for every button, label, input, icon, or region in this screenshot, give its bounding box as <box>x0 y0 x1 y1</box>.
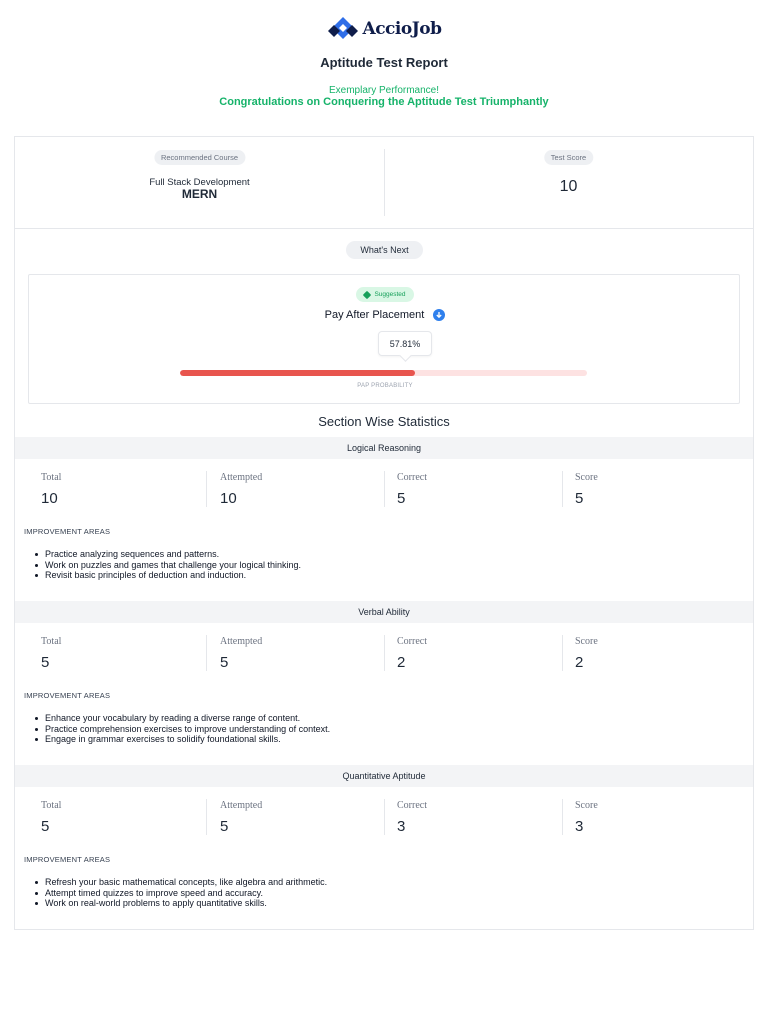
metric-label: Score <box>575 472 598 483</box>
test-score-pill: Test Score <box>544 150 593 165</box>
metric-value: 3 <box>397 818 406 835</box>
metric-divider <box>562 635 563 671</box>
performance-label: Exemplary Performance! <box>328 85 440 96</box>
section-stats-title: Section Wise Statistics <box>318 414 450 429</box>
metric-divider <box>206 635 207 671</box>
metric-label: Attempted <box>220 636 263 647</box>
metric-divider <box>206 799 207 835</box>
metric-value: 10 <box>220 490 237 507</box>
section-metrics <box>15 623 753 693</box>
section-logical-reasoning <box>15 437 753 581</box>
metric-label: Total <box>41 636 62 647</box>
suggested-badge <box>356 287 414 302</box>
recommended-course-pill: Recommended Course <box>154 150 245 165</box>
accio-logo-icon <box>327 16 359 42</box>
list-item: Attempt timed quizzes to improve speed and accuracy. <box>45 888 327 899</box>
whats-next-pill: What's Next <box>346 241 423 259</box>
section-metrics <box>15 459 753 529</box>
suggested-label: Suggested <box>374 291 406 298</box>
summary-row <box>15 137 753 229</box>
metric-divider <box>384 799 385 835</box>
test-score-block <box>384 137 753 229</box>
list-item: Engage in grammar exercises to solidify foundational skills. <box>45 734 330 745</box>
section-metrics <box>15 787 753 857</box>
metric-value: 5 <box>220 818 229 835</box>
section-header: Verbal Ability <box>15 601 753 623</box>
list-item: Work on puzzles and games that challenge your logical thinking. <box>45 559 301 570</box>
metric-label: Total <box>41 800 62 811</box>
brand-logo <box>0 16 768 42</box>
pap-probability-bar <box>180 370 587 376</box>
improvement-list <box>45 877 327 909</box>
list-item: Revisit basic principles of deduction and induction. <box>45 570 301 581</box>
improvement-areas-label: IMPROVEMENT AREAS <box>24 527 111 536</box>
section-quantitative-aptitude <box>15 765 753 909</box>
improvement-areas-label: IMPROVEMENT AREAS <box>24 855 111 864</box>
list-item: Work on real-world problems to apply quantitative skills. <box>45 898 327 909</box>
metric-divider <box>206 471 207 507</box>
pay-after-placement-card <box>28 274 740 404</box>
metric-label: Total <box>41 472 62 483</box>
metric-value: 2 <box>397 654 406 671</box>
metric-value: 5 <box>220 654 229 671</box>
list-item: Practice comprehension exercises to improve understanding of context. <box>45 723 331 734</box>
metric-value: 5 <box>41 654 50 671</box>
improvement-areas-label: IMPROVEMENT AREAS <box>24 691 111 700</box>
metric-value: 3 <box>575 818 584 835</box>
chevron-down-icon[interactable] <box>433 309 445 321</box>
course-track: MERN <box>181 187 218 201</box>
section-header: Quantitative Aptitude <box>15 765 753 787</box>
metric-value: 10 <box>41 490 58 507</box>
metric-label: Attempted <box>220 800 263 811</box>
metric-label: Correct <box>397 472 427 483</box>
metric-label: Correct <box>397 800 427 811</box>
metric-label: Correct <box>397 636 427 647</box>
metric-value: 5 <box>575 490 584 507</box>
recommended-course <box>15 137 384 229</box>
improvement-list <box>45 713 330 745</box>
section-header: Logical Reasoning <box>15 437 753 459</box>
list-item: Enhance your vocabulary by reading a diverse range of content. <box>45 713 330 724</box>
improvement-list <box>45 549 301 581</box>
congrats-message: Congratulations on Conquering the Aptitude Test Triumphantly <box>219 96 549 108</box>
metric-label: Score <box>575 636 598 647</box>
section-verbal-ability <box>15 601 753 745</box>
metric-value: 2 <box>575 654 584 671</box>
list-item: Practice analyzing sequences and patterns. <box>45 549 301 560</box>
report-title: Aptitude Test Report <box>320 55 448 70</box>
metric-label: Attempted <box>220 472 263 483</box>
pap-title-row <box>29 309 741 321</box>
pap-probability-fill <box>180 370 415 376</box>
list-item: Refresh your basic mathematical concepts, like algebra and arithmetic. <box>45 877 328 887</box>
pap-probability-label: PAP PROBABILITY <box>357 383 413 389</box>
metric-value: 5 <box>41 818 50 835</box>
metric-value: 5 <box>397 490 406 507</box>
probability-tooltip: 57.81% <box>378 331 432 356</box>
brand-name: AccioJob <box>362 19 442 39</box>
metric-divider <box>562 799 563 835</box>
report-card <box>14 136 754 930</box>
metric-divider <box>384 471 385 507</box>
metric-divider <box>384 635 385 671</box>
test-score-value: 10 <box>559 178 578 195</box>
metric-label: Score <box>575 800 598 811</box>
course-name: Full Stack Development <box>149 177 250 188</box>
metric-divider <box>562 471 563 507</box>
pap-title: Pay After Placement <box>324 309 425 321</box>
suggested-dot-icon <box>363 290 371 298</box>
